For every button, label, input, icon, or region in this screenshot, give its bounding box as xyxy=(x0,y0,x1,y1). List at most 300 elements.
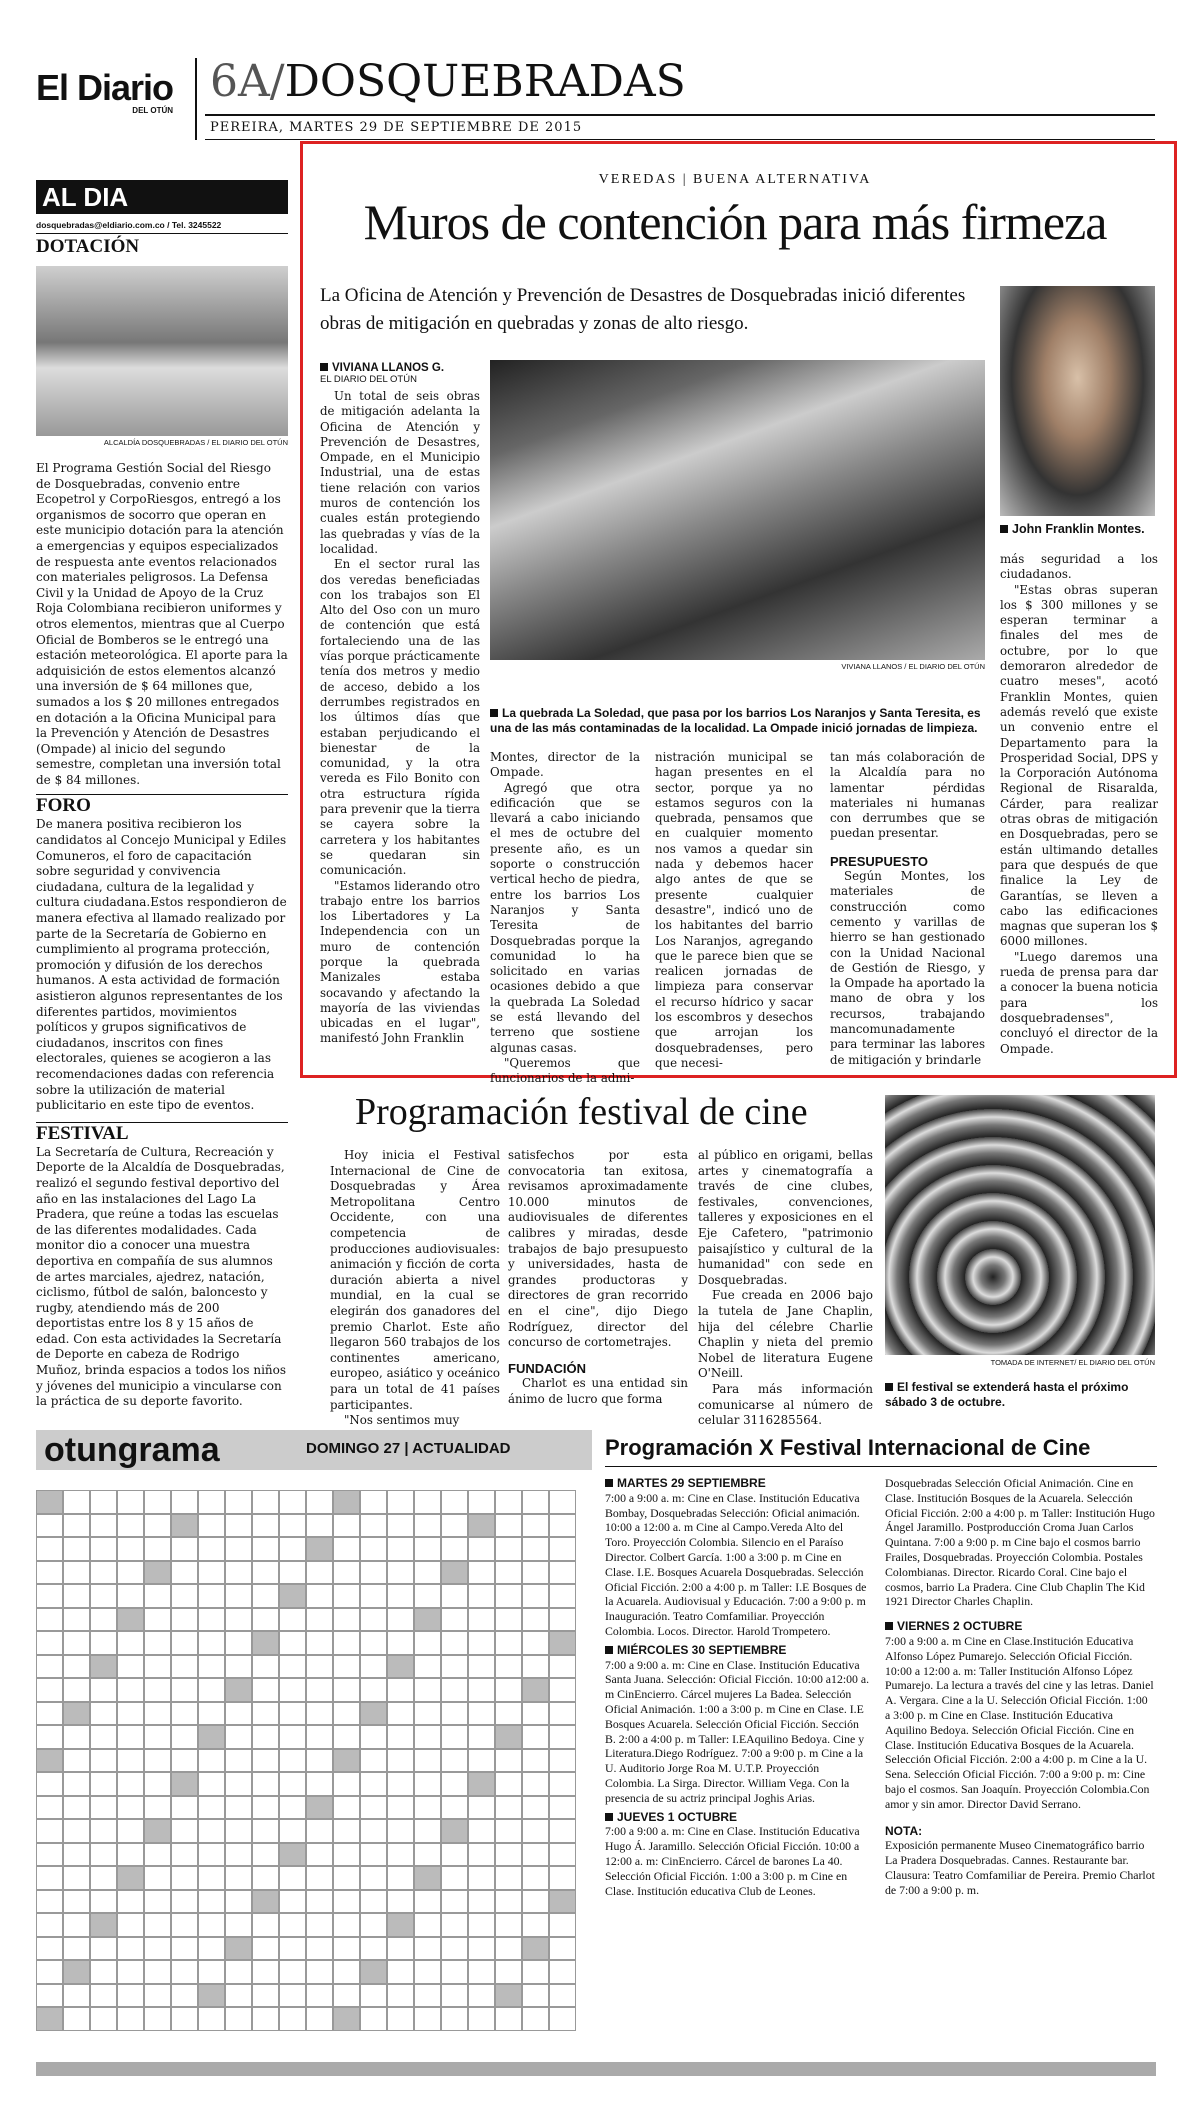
crossword-cell xyxy=(117,1960,144,1984)
crossword-cell xyxy=(252,2007,279,2031)
crossword-cell xyxy=(252,1514,279,1538)
crossword-cell xyxy=(549,1631,576,1655)
crossword-cell xyxy=(225,1537,252,1561)
crossword-cell xyxy=(252,1584,279,1608)
crossword-cell xyxy=(279,1725,306,1749)
crossword-cell xyxy=(63,1796,90,1820)
crossword-cell xyxy=(306,1631,333,1655)
crossword-cell xyxy=(333,1984,360,2008)
crossword-cell xyxy=(360,1796,387,1820)
crossword-cell xyxy=(495,1960,522,1984)
crossword-cell xyxy=(333,1937,360,1961)
crossword-cell xyxy=(90,1608,117,1632)
crossword-cell xyxy=(144,1631,171,1655)
crossword-cell xyxy=(360,1561,387,1585)
crossword-cell xyxy=(144,1772,171,1796)
crossword-cell xyxy=(333,1584,360,1608)
crossword-cell xyxy=(252,1490,279,1514)
crossword-cell xyxy=(360,1678,387,1702)
crossword-cell xyxy=(171,1890,198,1914)
crossword-cell xyxy=(495,1749,522,1773)
crossword-cell xyxy=(387,1537,414,1561)
crossword-cell xyxy=(522,1561,549,1585)
cine-col1-p2: "Nos sentimos muy xyxy=(344,1413,460,1428)
crossword-cell xyxy=(387,1514,414,1538)
crossword-cell xyxy=(144,1960,171,1984)
crossword-cell xyxy=(495,1937,522,1961)
presupuesto-heading: PRESUPUESTO xyxy=(830,853,929,869)
crossword-cell xyxy=(468,1561,495,1585)
crossword-cell xyxy=(252,1702,279,1726)
crossword-cell xyxy=(171,1537,198,1561)
crossword-cell xyxy=(63,1960,90,1984)
crossword-cell xyxy=(252,1561,279,1585)
crossword-cell xyxy=(495,2007,522,2031)
crossword-cell xyxy=(495,1561,522,1585)
crossword-cell xyxy=(63,1819,90,1843)
crossword-cell xyxy=(441,1772,468,1796)
otungrama-meta: DOMINGO 27 | ACTUALIDAD xyxy=(306,1440,511,1457)
nota-heading: NOTA: xyxy=(885,1823,923,1838)
crossword-cell xyxy=(441,1819,468,1843)
crossword-cell xyxy=(90,1866,117,1890)
prog-text-3: 7:00 a 9:00 a. m: Cine en Clase. Institución Educativa Hugo Á. Jaramillo. Selección Oficial Ficción. 10:00 a 12:00 a. m: CinEncierro. Cárcel de barones La 40. Selección Oficial Ficción. 1:00 a 3:00 p. m Cine en Clase. Institución educativa Club de Leones. xyxy=(605,1824,860,1898)
crossword-cell xyxy=(441,1678,468,1702)
crossword-cell xyxy=(306,1772,333,1796)
crossword-cell xyxy=(468,1490,495,1514)
crossword-cell xyxy=(171,1772,198,1796)
crossword-cell xyxy=(549,1561,576,1585)
col4-p1: tan más colaboración de la Alcaldía para no lamentar pérdidas materiales ni humanas con derrumbes que se puedan presentar. xyxy=(830,750,985,841)
crossword-cell xyxy=(441,1561,468,1585)
crossword-cell xyxy=(171,1655,198,1679)
crossword-cell xyxy=(522,1608,549,1632)
crossword-cell xyxy=(306,1843,333,1867)
crossword-cell xyxy=(36,1702,63,1726)
foro-text: De manera positiva recibieron los candidatos al Concejo Municipal y Ediles Comuneros, el foro de capacitación sobre seguridad y convivencia ciudadana, cultura de la legalidad y cultura ciudadana.Estos respondieron de manera efectiva al llamado realizado por parte de la Secretaría de Gobierno en cumplimiento al programa protección, promoción y difusión de los derechos humanos. A esta actividad de formación asistieron algunos representantes de los diferentes partidos, movimientos políticos y grupos significativos de ciudadanos, inscritos con fines electorales, quienes se acogieron a las recomendaciones dadas con referencia sobre la utilización de material publicitario en este tipo de eventos. xyxy=(36,817,287,1113)
crossword-cell xyxy=(360,1725,387,1749)
crossword-cell xyxy=(144,1490,171,1514)
crossword-cell xyxy=(495,1725,522,1749)
portrait-caption: John Franklin Montes. xyxy=(1000,522,1160,536)
crossword-cell xyxy=(198,1960,225,1984)
col1-p3: "Estamos liderando otro trabajo entre los barrios los Libertadores y La Independencia con un muro de contención porque la quebrada Manizales estaba socavando y afectando la mayoría de las viviendas ubicadas en el lugar", manifestó John Franklin xyxy=(320,878,480,1046)
crossword-cell xyxy=(171,1819,198,1843)
crossword-cell xyxy=(414,1937,441,1961)
crossword-cell xyxy=(117,1984,144,2008)
crossword-cell xyxy=(441,1490,468,1514)
crossword-cell xyxy=(522,1584,549,1608)
crossword-cell xyxy=(144,1537,171,1561)
crossword-cell xyxy=(63,1866,90,1890)
crossword-cell xyxy=(360,1655,387,1679)
crossword-cell xyxy=(117,1561,144,1585)
crossword-cell xyxy=(549,1678,576,1702)
crossword-cell xyxy=(117,1608,144,1632)
crossword-cell xyxy=(90,1514,117,1538)
crossword-cell xyxy=(225,1843,252,1867)
crossword-cell xyxy=(549,1490,576,1514)
article-col1 xyxy=(320,362,480,1047)
crossword-cell xyxy=(63,1608,90,1632)
crossword-cell xyxy=(252,1655,279,1679)
crossword-cell xyxy=(441,1984,468,2008)
crossword-cell xyxy=(306,1913,333,1937)
section-title xyxy=(210,58,686,106)
crossword-cell xyxy=(387,1890,414,1914)
crossword-cell xyxy=(144,1561,171,1585)
crossword-cell xyxy=(414,1561,441,1585)
foro-heading: FORO xyxy=(36,795,91,817)
crossword-cell xyxy=(468,1796,495,1820)
crossword-cell xyxy=(468,1678,495,1702)
crossword-cell xyxy=(63,1937,90,1961)
crossword-cell xyxy=(333,1631,360,1655)
crossword-cell xyxy=(117,1725,144,1749)
crossword-cell xyxy=(441,1725,468,1749)
crossword-cell xyxy=(549,1819,576,1843)
crossword-cell xyxy=(333,1678,360,1702)
crossword-cell xyxy=(360,1960,387,1984)
crossword-cell xyxy=(144,1584,171,1608)
crossword-cell xyxy=(279,1655,306,1679)
dotacion-credit: ALCALDÍA DOSQUEBRADAS / EL DIARIO DEL OTÚN xyxy=(103,438,288,447)
crossword-cell xyxy=(306,1819,333,1843)
crossword-cell xyxy=(549,1796,576,1820)
crossword-cell xyxy=(90,1631,117,1655)
crossword-cell xyxy=(117,1584,144,1608)
crossword-cell xyxy=(117,1537,144,1561)
crossword-cell xyxy=(144,1608,171,1632)
crossword-cell xyxy=(468,1960,495,1984)
crossword-cell xyxy=(225,1678,252,1702)
crossword-cell xyxy=(117,1843,144,1867)
crossword-cell xyxy=(468,1984,495,2008)
crossword-cell xyxy=(387,1796,414,1820)
crossword-cell xyxy=(279,1678,306,1702)
crossword-cell xyxy=(252,1866,279,1890)
crossword-cell xyxy=(63,1984,90,2008)
festival-heading: FESTIVAL xyxy=(36,1122,129,1144)
crossword-cell xyxy=(522,1796,549,1820)
crossword-cell xyxy=(36,1584,63,1608)
crossword-cell xyxy=(279,1843,306,1867)
crossword-cell xyxy=(63,1537,90,1561)
crossword-cell xyxy=(495,1866,522,1890)
crossword-cell xyxy=(333,1490,360,1514)
crossword-cell xyxy=(90,1490,117,1514)
crossword-cell xyxy=(360,1749,387,1773)
crossword-cell xyxy=(522,1749,549,1773)
crossword-cell xyxy=(495,1584,522,1608)
crossword-cell xyxy=(387,1937,414,1961)
crossword-cell xyxy=(414,1819,441,1843)
crossword-cell xyxy=(468,1843,495,1867)
crossword-cell xyxy=(306,1960,333,1984)
crossword-cell xyxy=(522,2007,549,2031)
sidebar-title: AL DIA xyxy=(36,180,288,214)
crossword-cell xyxy=(63,1725,90,1749)
crossword-cell xyxy=(36,1819,63,1843)
crossword-cell xyxy=(63,2007,90,2031)
article-deck: La Oficina de Atención y Prevención de Desastres de Dosquebradas inició diferentes obras de mitigación en quebradas y zonas de alto riesgo. xyxy=(320,285,966,334)
crossword-cell xyxy=(144,1866,171,1890)
crossword-cell xyxy=(468,1749,495,1773)
crossword-cell xyxy=(171,1725,198,1749)
crossword-cell xyxy=(495,1537,522,1561)
crossword-cell xyxy=(306,1749,333,1773)
article-col5 xyxy=(1000,552,1158,1057)
crossword-cell xyxy=(441,1608,468,1632)
cine-col2-p2: Charlot es una entidad sin ánimo de lucro que forma xyxy=(508,1376,688,1406)
crossword-cell xyxy=(360,1584,387,1608)
crossword-cell xyxy=(414,1631,441,1655)
crossword-cell xyxy=(63,1584,90,1608)
crossword-cell xyxy=(279,2007,306,2031)
crossword-cell xyxy=(63,1772,90,1796)
crossword-cell xyxy=(63,1514,90,1538)
crossword-cell xyxy=(225,1490,252,1514)
crossword-cell xyxy=(522,1984,549,2008)
crossword-cell xyxy=(198,1725,225,1749)
crossword-cell xyxy=(225,1631,252,1655)
crossword-cell xyxy=(495,1678,522,1702)
crossword-cell xyxy=(333,2007,360,2031)
crossword-cell xyxy=(90,1819,117,1843)
prog-text-1: 7:00 a 9:00 a. m: Cine en Clase. Institución Educativa Bombay, Dosquebradas Selección: Oficial animación. 10:00 a 12:00 a. m Cine al Campo.Vereda Alto del Toro. Proyección Colombia. Silencio en el Paraíso Director. Colbert García. 1:00 a 3:00 p. m Cine en Clase. I.E. Bosques Acuarela Dosquebradas. Selección Oficial Ficción. 2:00 a 4:00 p. m Taller: I.E Bosques de la Acuarela. Audiovisual y Educación. 7:00 a 9:00 p. m Inauguración. Teatro Comfamiliar. Proyección Colombia. Locos. Director. Harold Trompetero. xyxy=(605,1490,867,1638)
crossword-cell xyxy=(468,2007,495,2031)
crossword-cell xyxy=(117,1631,144,1655)
crossword-cell xyxy=(549,1725,576,1749)
crossword-cell xyxy=(306,1655,333,1679)
crossword-cell xyxy=(63,1890,90,1914)
crossword-cell xyxy=(225,1655,252,1679)
crossword-cell xyxy=(387,1866,414,1890)
crossword-cell xyxy=(117,1866,144,1890)
crossword-cell xyxy=(252,1984,279,2008)
crossword-cell xyxy=(468,1655,495,1679)
crossword-cell xyxy=(414,1843,441,1867)
crossword-cell xyxy=(225,1749,252,1773)
crossword-cell xyxy=(468,1772,495,1796)
crossword-cell xyxy=(198,1702,225,1726)
crossword-cell xyxy=(549,1537,576,1561)
crossword-cell xyxy=(90,1772,117,1796)
crossword-cell xyxy=(414,1490,441,1514)
crossword-cell xyxy=(387,1584,414,1608)
crossword-cell xyxy=(468,1584,495,1608)
crossword-cell xyxy=(522,1514,549,1538)
crossword-cell xyxy=(279,1819,306,1843)
crossword-cell xyxy=(171,1796,198,1820)
prog-day-3: JUEVES 1 OCTUBRE xyxy=(605,1810,870,1825)
crossword-cell xyxy=(36,1514,63,1538)
crossword-cell xyxy=(306,2007,333,2031)
crossword-cell xyxy=(468,1702,495,1726)
crossword-cell xyxy=(414,1608,441,1632)
section-name: DOSQUEBRADAS xyxy=(284,56,686,107)
crossword-cell xyxy=(387,1561,414,1585)
crossword-cell xyxy=(279,1608,306,1632)
crossword-cell xyxy=(549,1772,576,1796)
crossword-cell xyxy=(36,1678,63,1702)
crossword-cell xyxy=(117,1913,144,1937)
crossword-cell xyxy=(333,1772,360,1796)
crossword-cell xyxy=(36,1655,63,1679)
crossword-cell xyxy=(495,1843,522,1867)
article-kicker: VEREDAS | BUENA ALTERNATIVA xyxy=(598,172,872,187)
crossword-cell xyxy=(468,1725,495,1749)
crossword-cell xyxy=(225,1913,252,1937)
crossword-cell xyxy=(387,2007,414,2031)
crossword-cell xyxy=(171,1631,198,1655)
crossword-cell xyxy=(36,1749,63,1773)
crossword-cell xyxy=(225,1960,252,1984)
crossword-cell xyxy=(144,1796,171,1820)
crossword-cell xyxy=(198,1772,225,1796)
crossword-cell xyxy=(549,1702,576,1726)
crossword-cell xyxy=(333,1537,360,1561)
crossword-cell xyxy=(117,1796,144,1820)
crossword-cell xyxy=(306,1702,333,1726)
crossword-cell xyxy=(144,1702,171,1726)
crossword-cell xyxy=(144,1913,171,1937)
crossword-cell xyxy=(549,1843,576,1867)
crossword-cell xyxy=(414,1913,441,1937)
crossword-cell xyxy=(144,1984,171,2008)
crossword-cell xyxy=(90,1937,117,1961)
dateline: PEREIRA, MARTES 29 DE SEPTIEMBRE DE 2015 xyxy=(210,120,583,135)
prog-day-4: VIERNES 2 OCTUBRE xyxy=(885,1619,1155,1634)
crossword-cell xyxy=(360,1490,387,1514)
crossword-cell xyxy=(198,1490,225,1514)
crossword-cell xyxy=(306,1584,333,1608)
crossword-cell xyxy=(549,1655,576,1679)
crossword-cell xyxy=(63,1561,90,1585)
crossword-cell xyxy=(522,1866,549,1890)
masthead-divider xyxy=(195,58,197,140)
river-photo xyxy=(490,360,985,660)
crossword-cell xyxy=(252,1631,279,1655)
col3-p1: nistración municipal se hagan presentes en el sector, porque ya no estamos seguros con la quebrada, pensamos que en cualquier momento nos vamos a quedar sin nada y debemos hacer algo antes de que se presente cualquier desastre", indicó uno de los habitantes del barrio Los Naranjos, agregando que le parece bien que se realicen jornadas de limpieza para conservar el recurso hídrico y sacar los escombros y desechos que arrojan los dosquebradenses, pero que necesi- xyxy=(655,750,813,1070)
crossword-cell xyxy=(171,1561,198,1585)
crossword-cell xyxy=(63,1843,90,1867)
crossword-cell xyxy=(198,2007,225,2031)
crossword-cell xyxy=(225,1796,252,1820)
crossword-cell xyxy=(279,1866,306,1890)
crossword-cell xyxy=(414,1655,441,1679)
crossword-cell xyxy=(117,1702,144,1726)
crossword-cell xyxy=(90,1960,117,1984)
prog-text-2: 7:00 a 9:00 a. m: Cine en Clase. Institución Educativa Santa Juana. Selección: Oficial Ficción. 10:00 a12:00 a. m CinEncierro. Cárcel mujeres La Badea. Selección Oficial Animación. 1:00 a 3:00 p. m Cine en Clase. I.E Bosques Acuarela. Selección Oficial Ficción. Sección B. 2:00 a 4:00 p. m Taller: I.EAquilino Bedoya. Cine y Literatura.Diego Rodríguez. 7:00 a 9:00 p. m Cine a la U. Auditorio Jorge Roa M. U.T.P. Proyección Colombia. La Sirga. Director. William Vega. Con la presencia de su actriz principal Joghis Arias. xyxy=(605,1657,870,1805)
crossword-cell xyxy=(495,1655,522,1679)
crossword-cell xyxy=(198,1678,225,1702)
crossword-cell xyxy=(90,1749,117,1773)
crossword-cell xyxy=(252,1796,279,1820)
crossword-cell xyxy=(36,1608,63,1632)
crossword-cell xyxy=(171,1937,198,1961)
crossword-cell xyxy=(117,1937,144,1961)
crossword-cell xyxy=(225,1702,252,1726)
crossword-cell xyxy=(36,1772,63,1796)
crossword-cell xyxy=(279,1631,306,1655)
crossword-cell xyxy=(171,1514,198,1538)
crossword-cell xyxy=(252,1843,279,1867)
crossword-cell xyxy=(306,1866,333,1890)
portrait-photo xyxy=(1000,286,1155,516)
crossword-cell xyxy=(252,1913,279,1937)
crossword-cell xyxy=(63,1702,90,1726)
crossword-cell xyxy=(225,1514,252,1538)
crossword-cell xyxy=(522,1960,549,1984)
crossword-cell xyxy=(279,1702,306,1726)
otungrama-header xyxy=(36,1430,592,1470)
dotacion-heading: DOTACIÓN xyxy=(36,236,140,257)
col5-p1: más seguridad a los ciudadanos. xyxy=(1000,552,1158,582)
crossword-cell xyxy=(306,1514,333,1538)
crossword-cell xyxy=(495,1514,522,1538)
crossword-cell xyxy=(495,1984,522,2008)
crossword-cell xyxy=(414,1702,441,1726)
crossword-cell xyxy=(252,1772,279,1796)
crossword-cell xyxy=(279,1984,306,2008)
crossword-cell xyxy=(333,1796,360,1820)
crossword-cell xyxy=(90,1655,117,1679)
crossword-cell xyxy=(171,1702,198,1726)
crossword-cell xyxy=(360,1890,387,1914)
programacion-left xyxy=(605,1472,870,1898)
crossword-cell xyxy=(198,1537,225,1561)
crossword-cell xyxy=(441,1913,468,1937)
crossword-cell xyxy=(279,1890,306,1914)
crossword-cell xyxy=(549,1514,576,1538)
crossword-cell xyxy=(225,1772,252,1796)
crossword-cell xyxy=(495,1772,522,1796)
crossword-cell xyxy=(144,1819,171,1843)
crossword-cell xyxy=(414,1772,441,1796)
crossword-cell xyxy=(387,1960,414,1984)
crossword-cell xyxy=(333,1514,360,1538)
crossword-cell xyxy=(144,1678,171,1702)
crossword-cell xyxy=(36,1725,63,1749)
col2-p2: Agregó que otra edificación que se llevará a cabo iniciando el mes de octubre del presente año, es un soporte o construcción vertical hecho de piedra, entre los barrios Los Naranjos y Santa Teresita de Dosquebradas porque la comunidad lo ha solicitado en varias ocasiones debido a que la quebrada La Soledad se está llevando del terreno que sostiene algunas casas. xyxy=(490,780,640,1055)
crossword-cell xyxy=(252,1608,279,1632)
crossword-cell xyxy=(495,1702,522,1726)
crossword-cell xyxy=(63,1655,90,1679)
crossword-cell xyxy=(360,1913,387,1937)
crossword-cell xyxy=(522,1843,549,1867)
crossword-cell xyxy=(279,1537,306,1561)
crossword-cell xyxy=(225,1725,252,1749)
crossword-cell xyxy=(522,1913,549,1937)
crossword-cell xyxy=(198,1631,225,1655)
crossword-cell xyxy=(306,1561,333,1585)
crossword-cell xyxy=(549,1984,576,2008)
cine-photo-credit: TOMADA DE INTERNET/ EL DIARIO DEL OTÚN xyxy=(990,1358,1155,1367)
crossword-cell xyxy=(387,1819,414,1843)
crossword-cell xyxy=(225,1866,252,1890)
prog-day-1: MARTES 29 SEPTIEMBRE xyxy=(605,1476,870,1491)
col4-p2: Según Montes, los materiales de construcción como cemento y varillas de hierro se han gestionado con la Unidad Nacional de Gestión de Riesgo, y la Ompade ha aportado la mano de obra y los recursos, trabajando mancomunadamente para terminar las labores de mitigación y brindarle xyxy=(830,869,985,1067)
crossword-cell xyxy=(279,1514,306,1538)
crossword-cell xyxy=(360,1514,387,1538)
river-photo-credit: VIVIANA LLANOS / EL DIARIO DEL OTÚN xyxy=(841,662,985,671)
crossword-cell xyxy=(90,2007,117,2031)
crossword-cell xyxy=(198,1913,225,1937)
crossword-cell xyxy=(279,1913,306,1937)
crossword-cell xyxy=(36,1913,63,1937)
crossword-cell xyxy=(495,1608,522,1632)
